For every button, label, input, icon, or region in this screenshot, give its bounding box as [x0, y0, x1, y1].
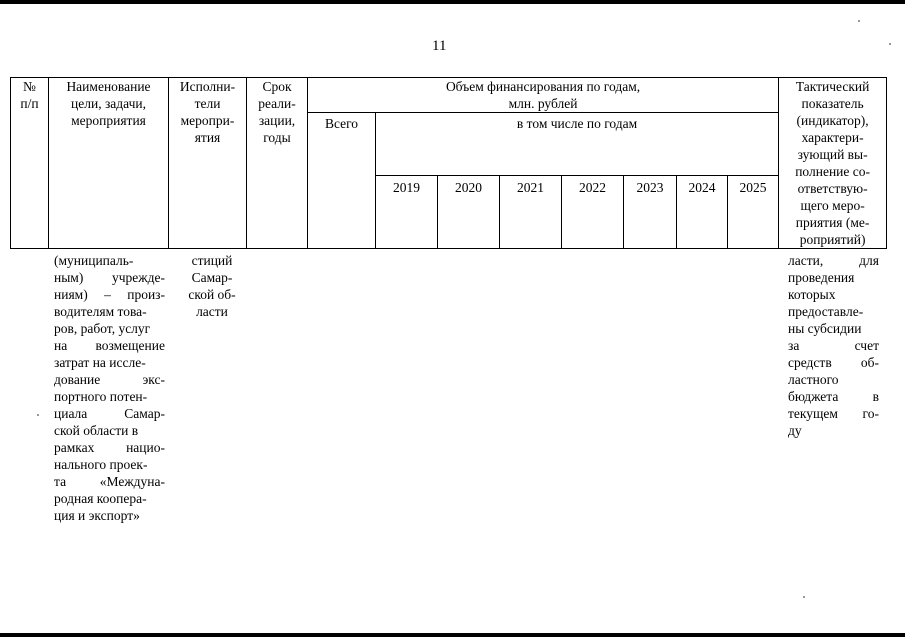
name-line: портного потен- [54, 389, 148, 404]
header-tactical-line: зующий вы- [797, 147, 868, 162]
name-line: водителям това- [54, 304, 147, 319]
header-tactical-line: Тактический [795, 79, 870, 94]
header-financing [308, 78, 779, 113]
header-num [11, 78, 49, 249]
year-2020 [438, 176, 500, 249]
tactical-line: ласти, для [788, 253, 879, 268]
tactical-line: проведения [788, 270, 855, 285]
year-label: 2019 [393, 180, 420, 195]
name-line: ция и экспорт» [54, 508, 140, 523]
executors-line: ской об- [188, 287, 236, 302]
header-name-line: мероприятия [71, 113, 146, 128]
financing-table [10, 77, 887, 249]
header-tactical-line: показатель [801, 96, 864, 111]
name-line: ниям) – произ- [54, 287, 165, 302]
year-2021 [500, 176, 562, 249]
header-tactical-line: щего меро- [800, 198, 865, 213]
header-tactical-line: приятия (ме- [795, 215, 870, 230]
year-label: 2025 [739, 180, 767, 195]
tactical-indicator-text [788, 252, 879, 439]
name-line: ров, работ, услуг [54, 321, 151, 336]
bottom-border-line [0, 633, 905, 637]
name-line: та «Междуна- [54, 474, 165, 489]
header-term-line: годы [263, 130, 291, 145]
header-name [49, 78, 169, 249]
name-line: на возмещение [54, 338, 165, 353]
header-term-line: зации, [258, 113, 296, 128]
year-label: 2020 [455, 180, 482, 195]
executors-line: стиций [191, 253, 233, 268]
name-line: родная коопера- [54, 491, 147, 506]
header-including-by-years [376, 113, 779, 176]
name-line: рамках нацио- [54, 440, 165, 455]
tactical-line: текущем го- [788, 406, 879, 421]
year-label: 2024 [688, 180, 716, 195]
page-number: 11 [432, 38, 447, 54]
scan-speck [889, 43, 891, 45]
header-tactical-line: полнение со- [795, 164, 870, 179]
tactical-line: за счет [788, 338, 879, 353]
executors-line: Самар- [191, 270, 233, 285]
header-financing-line: Объем финансирования по годам, [445, 79, 641, 94]
year-2019 [376, 176, 438, 249]
header-name-line: цели, задачи, [71, 96, 146, 111]
header-total [308, 113, 376, 249]
header-term-line: реали- [258, 96, 296, 111]
year-2022 [562, 176, 624, 249]
tactical-line: ластного [788, 372, 839, 387]
tactical-line: бюджета в [788, 389, 879, 404]
year-2024 [677, 176, 728, 249]
header-tactical-line: ответствую- [797, 181, 868, 196]
year-2025 [728, 176, 779, 249]
header-executors-line: Исполни- [179, 79, 236, 94]
name-line: (муниципаль- [54, 253, 134, 268]
header-including-label: в том числе по годам [516, 116, 638, 131]
year-2023 [624, 176, 677, 249]
year-label: 2023 [636, 180, 664, 195]
header-executors [169, 78, 247, 249]
header-total-label: Всего [324, 116, 359, 131]
header-tactical-line: характери- [801, 130, 864, 145]
header-num-line: п/п [20, 96, 39, 111]
header-executors-line: тели [194, 96, 221, 111]
name-line: затрат на иссле- [54, 355, 146, 370]
name-line: нального проек- [54, 457, 148, 472]
tactical-line: средств об- [788, 355, 879, 370]
name-line: циала Самар- [54, 406, 165, 421]
tactical-line: ду [788, 423, 802, 438]
header-num-line: № [23, 79, 36, 94]
header-name-line: Наименование [66, 79, 151, 94]
name-line: ным) учрежде- [54, 270, 165, 285]
header-tactical-line: роприятий) [799, 232, 866, 247]
header-term [247, 78, 308, 249]
header-tactical-line: (индикатор), [796, 113, 869, 128]
name-line: ской области в [54, 423, 139, 438]
header-tactical-indicator [779, 78, 887, 249]
executors-text [184, 252, 240, 320]
year-label: 2021 [517, 180, 544, 195]
tactical-line: предоставле- [788, 304, 864, 319]
measure-name-text [54, 252, 165, 524]
name-line: дование экс- [54, 372, 165, 387]
header-executors-line: меропри- [180, 113, 235, 128]
header-financing-line: млн. рублей [508, 96, 578, 111]
header-executors-line: ятия [194, 130, 221, 145]
tactical-line: которых [788, 287, 836, 302]
scan-speck [803, 596, 805, 598]
executors-line: ласти [196, 304, 228, 319]
scan-speck [858, 20, 860, 22]
top-border-line [0, 0, 905, 4]
tactical-line: ны субсидии [788, 321, 862, 336]
header-term-line: Срок [262, 79, 292, 94]
year-label: 2022 [579, 180, 606, 195]
scan-speck [37, 414, 39, 416]
